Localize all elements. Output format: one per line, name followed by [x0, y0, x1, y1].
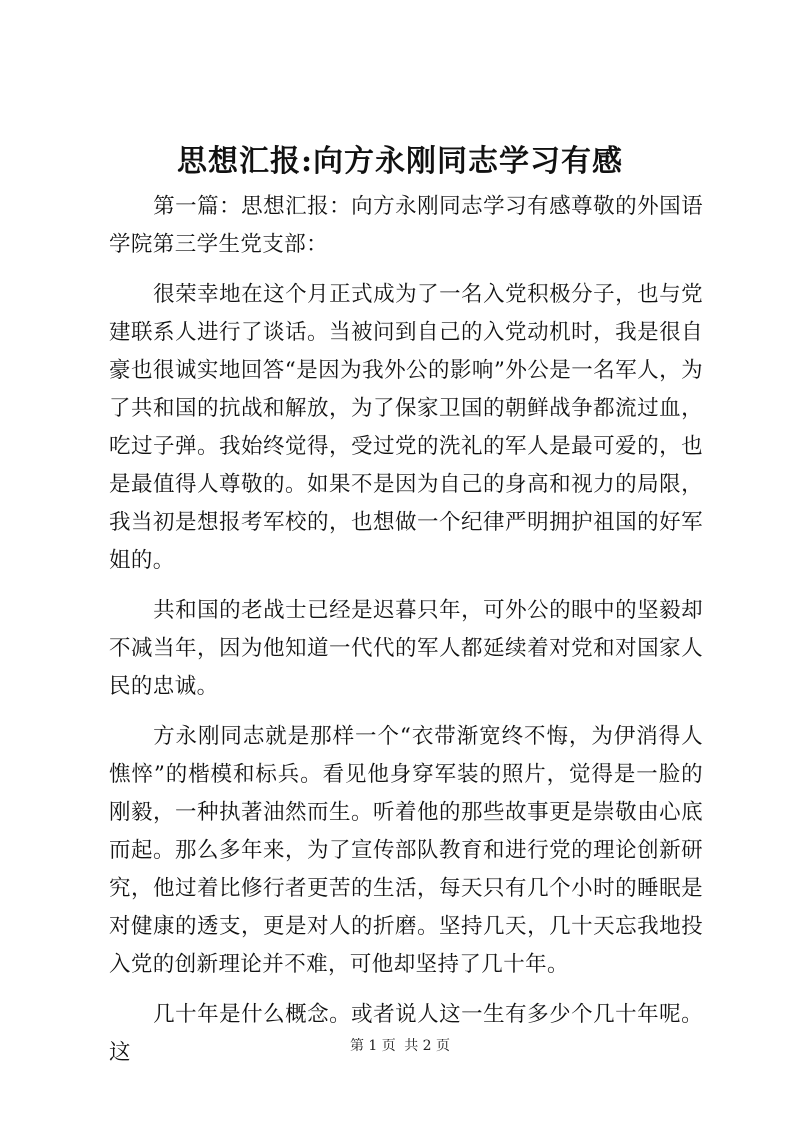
paragraph-2: 很荣幸地在这个月正式成为了一名入党积极分子，也与党建联系人进行了谈话。当被问到自己的入党动机时，我是很自豪也很诚实地回答“是因为我外公的影响”外公是一名军人，为了共和国的抗战和解放，为了保家卫国的朝鲜战争都流过血，吃过子弹。我始终觉得，受过党的洗礼的军人是最可爱的，也是最值得人尊敬的。如果不是因为自己的身高和视力的局限，我当初是想报考军校的，也想做一个纪律严明拥护祖国的好军姐的。	[109, 282, 703, 573]
page-footer	[0, 1036, 800, 1056]
paragraph-3: 共和国的老战士已经是迟暮只年，可外公的眼中的坚毅却不减当年，因为他知道一代代的军人都延续着对党和对国家人民的忠诚。	[109, 598, 703, 699]
page-total: 共 2 页	[404, 1038, 451, 1054]
paragraph-1: 第一篇：思想汇报：向方永刚同志学习有感尊敬的外国语学院第三学生党支部：	[109, 194, 703, 257]
page-number: 第 1 页	[349, 1038, 396, 1054]
paragraph-5: 几十年是什么概念。或者说人这一生有多少个几十年呢。这	[109, 1002, 703, 1065]
document-body	[109, 188, 703, 1084]
paragraph-4: 方永刚同志就是那样一个“衣带渐宽终不悔，为伊消得人憔悴”的楷模和标兵。看见他身穿军装的照片，觉得是一脸的刚毅，一种执著油然而生。听着他的那些故事更是崇敬由心底而起。那么多年来，为了宣传部队教育和进行党的理论创新研究，他过着比修行者更苦的生活，每天只有几个小时的睡眠是对健康的透支，更是对人的折磨。坚持几天，几十天忘我地投入党的创新理论并不难，可他却坚持了几十年。	[109, 724, 703, 977]
document-title: 思想汇报:向方永刚同志学习有感	[176, 144, 624, 179]
